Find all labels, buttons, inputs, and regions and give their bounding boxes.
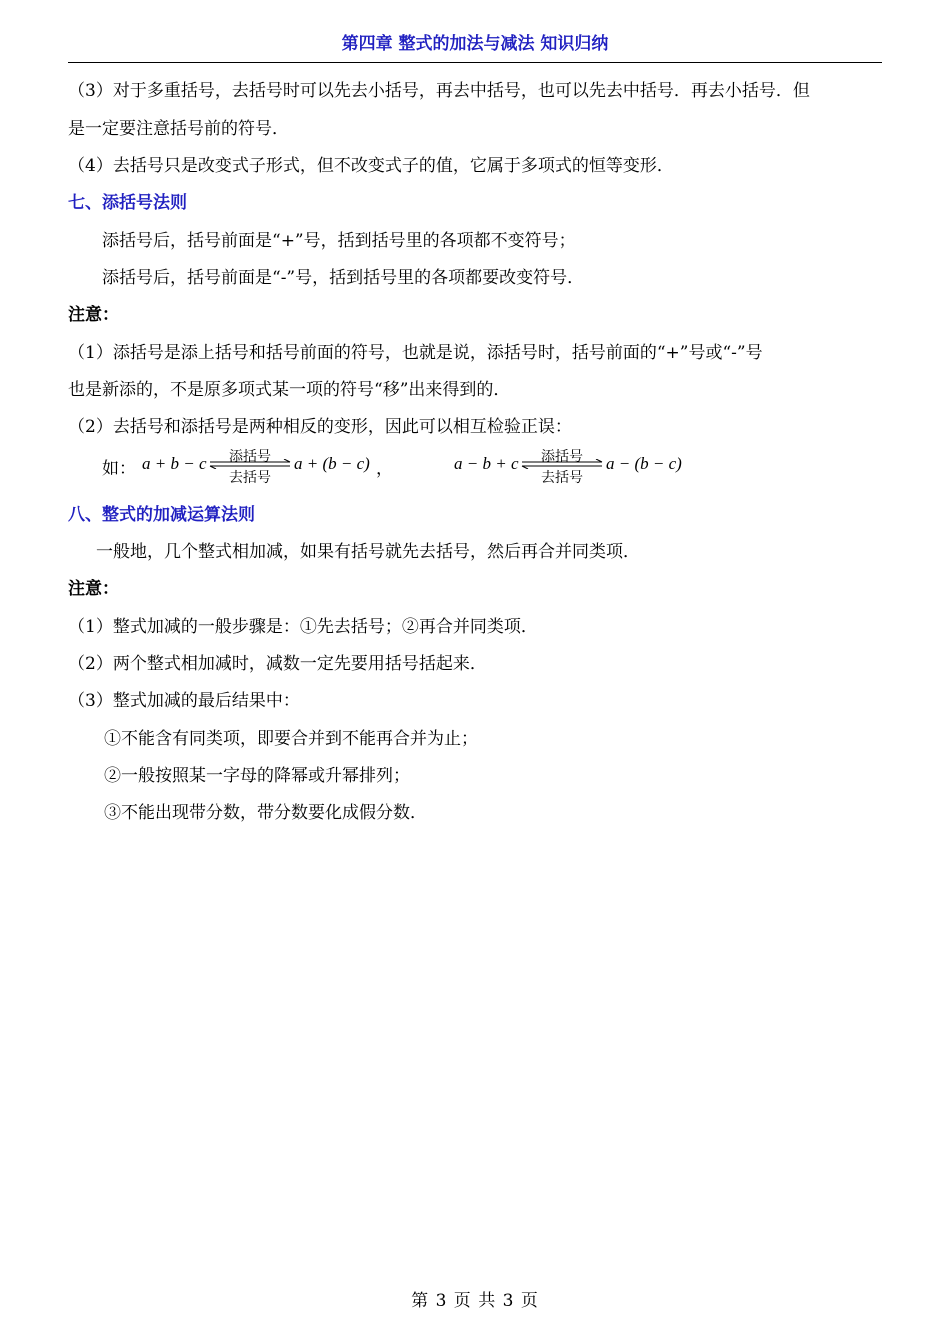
formula-example: [102, 446, 902, 486]
para-nested-brackets: （3）对于多重括号，去括号时可以先去小括号，再去中括号，也可以先去中括号．再去小括号．但: [68, 81, 810, 101]
formula-2-right: a − (b − c): [606, 454, 682, 473]
arrow-label-add: 添括号: [541, 449, 583, 465]
result-rule-2: ②一般按照某一字母的降幂或升幂排列；: [104, 766, 410, 786]
formula-prefix: 如：: [102, 459, 136, 479]
note-item-2: （2）去括号和添括号是两种相反的变形，因此可以相互检验正误：: [68, 417, 572, 437]
note-step-2: （2）两个整式相加减时，减数一定先要用括号括起来．: [68, 654, 487, 674]
bracket-conversion-arrow-2: [520, 446, 604, 486]
para-nested-brackets-cont: 是一定要注意括号前的符号．: [68, 119, 289, 139]
formula-1-left: a + b − c: [142, 454, 207, 473]
rule-minus-bracket: 添括号后，括号前面是“-”号，括到括号里的各项都要改变符号．: [102, 268, 585, 288]
arrow-label-add: 添括号: [229, 449, 271, 465]
formula-1-right: a + (b − c): [294, 454, 370, 473]
rule-plus-bracket: 添括号后，括号前面是“+”号，括到括号里的各项都不变符号；: [102, 231, 576, 251]
page-number: 第 3 页 共 3 页: [411, 1291, 539, 1311]
result-rule-1: ①不能含有同类项，即要合并到不能再合并为止；: [104, 729, 478, 749]
formula-separator: ，: [376, 459, 393, 478]
note-heading: 注意：: [68, 579, 119, 599]
page-header-title: 第四章 整式的加法与减法 知识归纳: [341, 34, 609, 54]
note-step-3: （3）整式加减的最后结果中：: [68, 691, 300, 711]
header-divider: [68, 62, 882, 63]
section-heading-add-brackets: 七、添括号法则: [68, 193, 187, 213]
section-heading-add-subtract: 八、整式的加减运算法则: [68, 505, 255, 525]
para-general-rule: 一般地，几个整式相加减，如果有括号就先去括号，然后再合并同类项．: [96, 542, 640, 562]
note-step-1: （1）整式加减的一般步骤是：①先去括号；②再合并同类项．: [68, 617, 538, 637]
bracket-conversion-arrow-1: [208, 446, 292, 486]
note-item-1: （1）添括号是添上括号和括号前面的符号，也就是说，添括号时，括号前面的“+”号或“-”号: [68, 343, 763, 363]
note-heading: 注意：: [68, 305, 119, 325]
arrow-label-remove: 去括号: [541, 470, 583, 486]
arrow-label-remove: 去括号: [229, 470, 271, 486]
para-identity-transform: （4）去括号只是改变式子形式，但不改变式子的值，它属于多项式的恒等变形．: [68, 156, 674, 176]
note-item-1-cont: 也是新添的，不是原多项式某一项的符号“移”出来得到的．: [68, 380, 511, 400]
formula-2-left: a − b + c: [454, 454, 519, 473]
result-rule-3: ③不能出现带分数，带分数要化成假分数．: [104, 803, 427, 823]
